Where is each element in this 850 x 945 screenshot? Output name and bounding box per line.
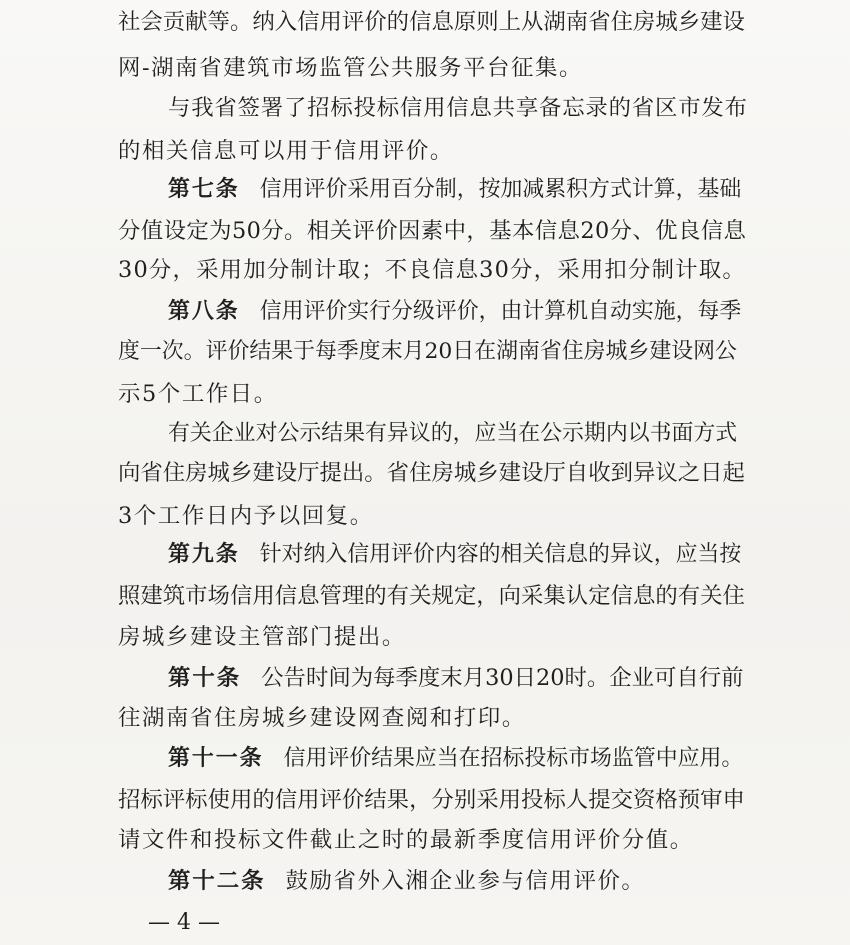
article-7-line bbox=[168, 176, 742, 202]
article-heading: 第九条 bbox=[168, 541, 240, 567]
text-line: 社会贡献等。纳入信用评价的信息原则上从湖南省住房城乡建设 bbox=[118, 9, 745, 35]
article-text: 信用评价结果应当在招标投标市场监管中应用。 bbox=[283, 746, 744, 771]
text-line: 请文件和投标文件截止之时的最新季度信用评价分值。 bbox=[118, 827, 694, 853]
article-text: 针对纳入信用评价内容的相关信息的异议，应当按 bbox=[259, 542, 742, 567]
article-heading: 第十一条 bbox=[168, 745, 264, 771]
article-heading: 第十条 bbox=[168, 665, 242, 691]
text-line: 度一次。评价结果于每季度末月20日在湖南省住房城乡建设网公 bbox=[118, 339, 737, 364]
article-text: 鼓励省外入湘企业参与信用评价。 bbox=[285, 868, 646, 894]
text-line: 网-湖南省建筑市场监管公共服务平台征集。 bbox=[118, 55, 583, 81]
article-text: 信用评价采用百分制，按加减累积方式计算，基础 bbox=[259, 177, 742, 202]
text-line: 向省住房城乡建设厅提出。省住房城乡建设厅自收到异议之日起 bbox=[118, 460, 745, 486]
page-number: — 4 — bbox=[148, 910, 220, 935]
article-9-line bbox=[168, 541, 742, 567]
text-line: 招标评标使用的信用评价结果，分别采用投标人提交资格预审申 bbox=[118, 787, 745, 813]
article-text: 信用评价实行分级评价，由计算机自动实施，每季 bbox=[259, 299, 742, 324]
text-line: 与我省签署了招标投标信用信息共享备忘录的省区市发布 bbox=[168, 95, 748, 121]
text-line: 分值设定为50分。相关评价因素中，基本信息20分、优良信息 bbox=[118, 218, 747, 244]
text-line: 照建筑市场信用信息管理的有关规定，向采集认定信息的有关住 bbox=[118, 583, 745, 609]
text-line: 有关企业对公示结果有异议的，应当在公示期内以书面方式 bbox=[168, 421, 738, 446]
text-line: 30分，采用加分制计取；不良信息30分，采用扣分制计取。 bbox=[118, 257, 746, 283]
text-line: 房城乡建设主管部门提出。 bbox=[118, 624, 406, 650]
text-line: 往湖南省住房城乡建设网查阅和打印。 bbox=[118, 705, 526, 731]
article-heading: 第十二条 bbox=[168, 868, 266, 894]
article-8-line bbox=[168, 298, 742, 324]
article-heading: 第八条 bbox=[168, 298, 240, 324]
article-10-line bbox=[168, 667, 744, 689]
text-line: 的相关信息可以用于信用评价。 bbox=[118, 138, 454, 164]
article-11-line bbox=[168, 745, 744, 771]
article-text: 公告时间为每季度末月30日20时。企业可自行前 bbox=[261, 665, 744, 691]
article-12-line bbox=[168, 870, 645, 892]
text-line: 3个工作日内予以回复。 bbox=[118, 503, 374, 529]
article-heading: 第七条 bbox=[168, 176, 240, 202]
text-line: 示5个工作日。 bbox=[118, 381, 278, 407]
